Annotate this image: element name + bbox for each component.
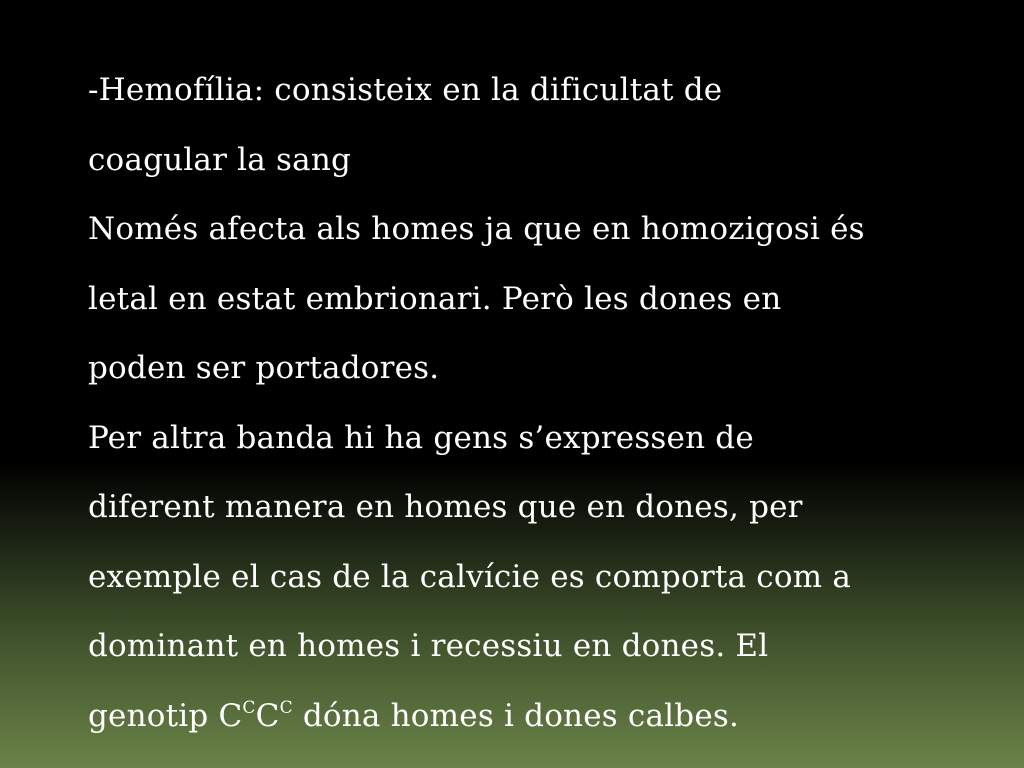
text-line-coagular: coagular la sang xyxy=(88,141,352,178)
slide-body-text xyxy=(88,56,998,751)
text-line-letal: letal en estat embrionari. Però les dones en xyxy=(88,280,782,317)
genotip-suffix: dóna homes i dones calbes. xyxy=(292,697,740,734)
allele2-base: C xyxy=(255,697,280,734)
allele2-superscript: C xyxy=(279,697,293,718)
text-line-altra-banda: Per altra banda hi ha gens s’expressen de xyxy=(88,419,754,456)
text-line-hemofilia-definition: -Hemofília: consisteix en la dificultat de xyxy=(88,72,723,108)
allele1-superscript: C xyxy=(242,697,256,718)
text-line-diferent-manera: diferent manera en homes que en dones, per xyxy=(88,489,803,525)
text-line-portadores: poden ser portadores. xyxy=(88,350,440,386)
allele1-base: C xyxy=(218,697,243,734)
genotip-prefix: genotip xyxy=(88,697,219,734)
text-line-dominant: dominant en homes i recessiu en dones. El xyxy=(88,628,769,664)
text-line-genotip xyxy=(88,682,998,752)
text-line-nomes-afecta: Només afecta als homes ja que en homozigosi és xyxy=(88,211,865,247)
text-line-calvicie: exemple el cas de la calvície es comporta com a xyxy=(88,558,852,595)
